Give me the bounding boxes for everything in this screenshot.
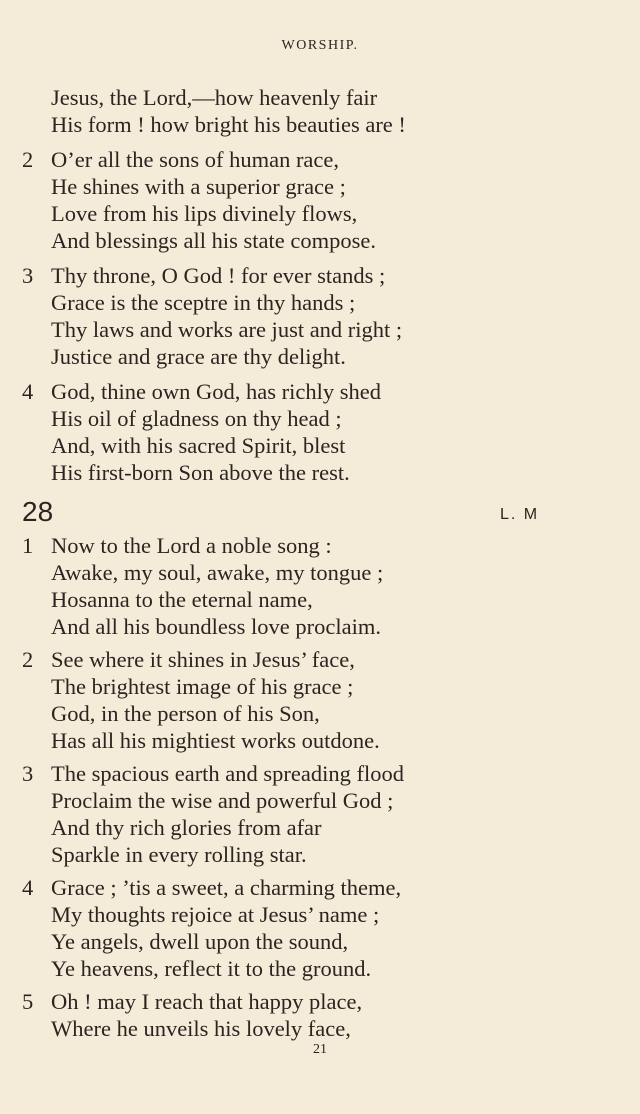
hymn-number: 28	[22, 496, 54, 527]
verse-line: He shines with a superior grace ;	[51, 174, 346, 199]
verse-3	[0, 760, 640, 868]
verse-continuation	[0, 84, 640, 138]
verse-1	[0, 532, 640, 640]
verse-line: And all his boundless love proclaim.	[51, 614, 381, 639]
verse-number: 3	[22, 761, 34, 786]
verse-line: 5 Oh ! may I reach that happy place,	[22, 989, 363, 1014]
verse-line: Hosanna to the eternal name,	[51, 587, 313, 612]
verse-number: 4	[22, 379, 34, 404]
verse-2	[0, 646, 640, 754]
verse-line: My thoughts rejoice at Jesus’ name ;	[51, 902, 380, 927]
verse-line: Love from his lips divinely flows,	[51, 201, 358, 226]
verse-line: Grace is the sceptre in thy hands ;	[51, 290, 356, 315]
verse-line: Where he unveils his lovely face,	[51, 1016, 351, 1041]
verse-line: 3 Thy throne, O God ! for ever stands ;	[22, 263, 386, 288]
verse-line: Proclaim the wise and powerful God ;	[51, 788, 394, 813]
verse-line: His first-born Son above the rest.	[51, 460, 350, 485]
verse-line: His form ! how bright his beauties are !	[51, 112, 406, 137]
verse-line: The brightest image of his grace ;	[51, 674, 354, 699]
verse-line: Jesus, the Lord,—how heavenly fair	[51, 85, 378, 110]
verse-line: Justice and grace are thy delight.	[51, 344, 346, 369]
verse-line: 2 See where it shines in Jesus’ face,	[22, 647, 355, 672]
verse-line: 2 O’er all the sons of human race,	[22, 147, 340, 172]
verse-number: 3	[22, 263, 34, 288]
verse-line: Ye angels, dwell upon the sound,	[51, 929, 349, 954]
verse-prev-4	[0, 378, 640, 486]
verse-line: His oil of gladness on thy head ;	[51, 406, 342, 431]
verse-line: Thy laws and works are just and right ;	[51, 317, 403, 342]
verse-line: 4 God, thine own God, has richly shed	[22, 379, 381, 404]
verse-number: 2	[22, 647, 34, 672]
verse-line: 4 Grace ; ’tis a sweet, a charming theme,	[22, 875, 402, 900]
verse-line: Awake, my soul, awake, my tongue ;	[51, 560, 384, 585]
verse-4	[0, 874, 640, 982]
verse-line: Sparkle in every rolling star.	[51, 842, 307, 867]
verse-number: 2	[22, 147, 34, 172]
verse-line: Has all his mightiest works outdone.	[51, 728, 380, 753]
verse-number: 5	[22, 989, 34, 1014]
verse-line: And thy rich glories from afar	[51, 815, 322, 840]
verse-line: 1 Now to the Lord a noble song :	[22, 533, 332, 558]
verse-line: Ye heavens, reflect it to the ground.	[51, 956, 372, 981]
verse-number: 1	[22, 533, 34, 558]
verse-number: 4	[22, 875, 34, 900]
running-header: WORSHIP.	[281, 38, 359, 53]
hymn-meter: L. M	[500, 506, 540, 523]
verse-line: 3 The spacious earth and spreading flood	[22, 761, 405, 786]
verse-line: And, with his sacred Spirit, blest	[51, 433, 346, 458]
page-number: 21	[313, 1042, 327, 1057]
verse-prev-3	[0, 262, 640, 370]
verse-line: And blessings all his state compose.	[51, 228, 376, 253]
verse-5	[0, 988, 640, 1042]
verse-prev-2	[0, 146, 640, 254]
verse-line: God, in the person of his Son,	[51, 701, 320, 726]
